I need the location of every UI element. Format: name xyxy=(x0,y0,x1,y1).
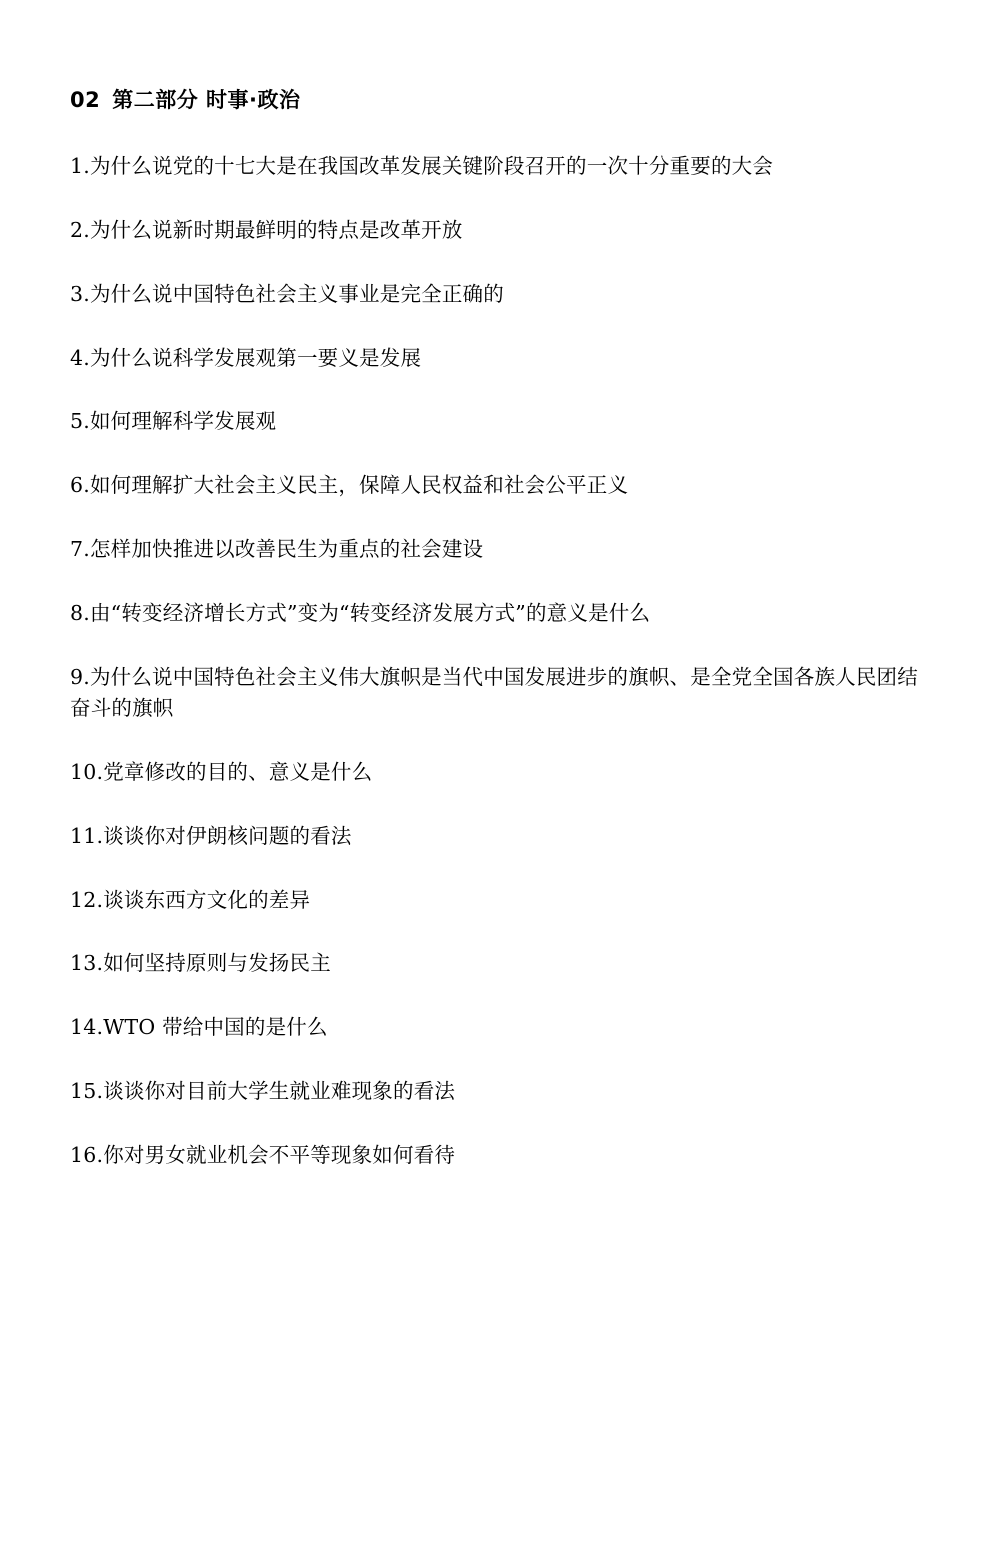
section-number: 02 xyxy=(70,88,101,112)
list-item: 6.如何理解扩大社会主义民主，保障人民权益和社会公平正义 xyxy=(70,473,629,498)
list-item: 3.为什么说中国特色社会主义事业是完全正确的 xyxy=(70,281,504,306)
list-item: 2.为什么说新时期最鲜明的特点是改革开放 xyxy=(70,218,463,243)
list-item: 15.谈谈你对目前大学生就业难现象的看法 xyxy=(70,1078,456,1103)
list-item: 7.怎样加快推进以改善民生为重点的社会建设 xyxy=(70,536,484,561)
list-item: 9.为什么说中国特色社会主义伟大旗帜是当代中国发展进步的旗帜、是全党全国各族人民团结奋斗的旗帜 xyxy=(70,664,918,721)
page-title xyxy=(70,86,936,115)
list-item: 5.如何理解科学发展观 xyxy=(70,409,277,434)
section-title: 第二部分 时事·政治 xyxy=(112,88,301,112)
list-item: 8.由“转变经济增长方式”变为“转变经济发展方式”的意义是什么 xyxy=(70,600,651,625)
list-item: 4.为什么说科学发展观第一要义是发展 xyxy=(70,345,422,370)
question-list xyxy=(70,151,936,1171)
list-item: 11.谈谈你对伊朗核问题的看法 xyxy=(70,823,352,848)
list-item: 12.谈谈东西方文化的差异 xyxy=(70,887,311,912)
list-item: 1.为什么说党的十七大是在我国改革发展关键阶段召开的一次十分重要的大会 xyxy=(70,154,774,179)
list-item: 13.如何坚持原则与发扬民主 xyxy=(70,951,331,976)
list-item: 14.WTO 带给中国的是什么 xyxy=(70,1015,328,1040)
list-item: 16.你对男女就业机会不平等现象如何看待 xyxy=(70,1142,456,1167)
list-item: 10.党章修改的目的、意义是什么 xyxy=(70,760,373,785)
